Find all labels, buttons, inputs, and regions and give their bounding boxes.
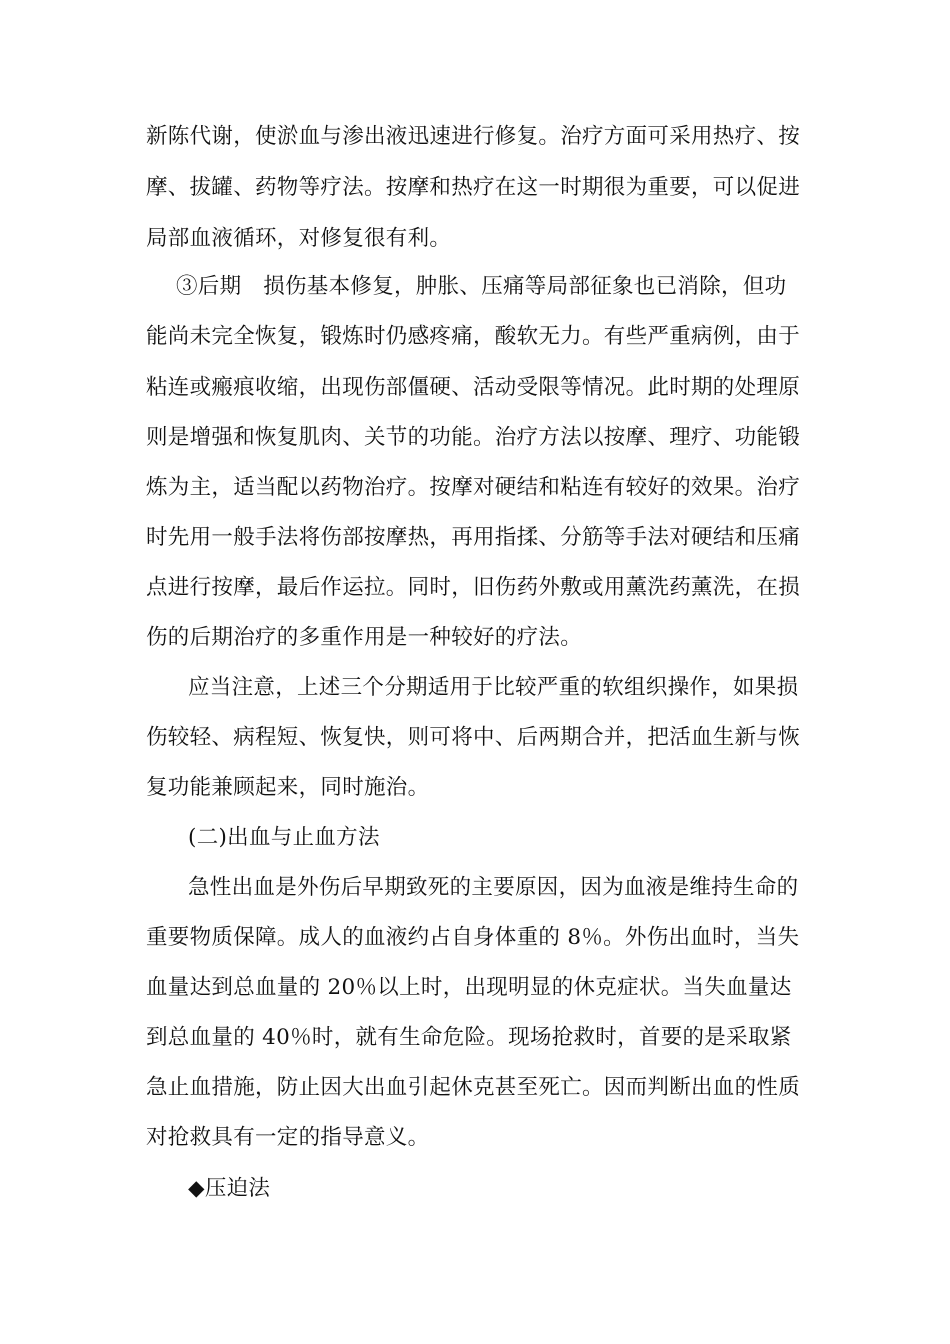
paragraph-line: 局部血液循环，对修复很有利。 (146, 226, 452, 251)
paragraph-line: 重要物质保障。成人的血液约占自身体重的 8％。外伤出血时，当失 (146, 925, 800, 950)
paragraph-line-stage-heading: ③后期 损伤基本修复，肿胀、压痛等局部征象也已消除，但功 (176, 274, 787, 299)
paragraph-line: 对抢救具有一定的指导意义。 (146, 1125, 430, 1150)
paragraph-line: 伤的后期治疗的多重作用是一种较好的疗法。 (146, 625, 583, 650)
section-heading: (二)出血与止血方法 (188, 825, 380, 850)
paragraph-line: 伤较轻、病程短、恢复快，则可将中、后两期合并，把活血生新与恢 (146, 725, 801, 750)
paragraph-line: 炼为主，适当配以药物治疗。按摩对硬结和粘连有较好的效果。治疗 (146, 475, 801, 500)
paragraph-line: 则是增强和恢复肌肉、关节的功能。治疗方法以按摩、理疗、功能锻 (146, 425, 801, 450)
paragraph-line: 摩、拔罐、药物等疗法。按摩和热疗在这一时期很为重要，可以促进 (146, 175, 801, 200)
paragraph-line: 时先用一般手法将伤部按摩热，再用指揉、分筋等手法对硬结和压痛 (146, 525, 801, 550)
paragraph-line: 急止血措施，防止因大出血引起休克甚至死亡。因而判断出血的性质 (146, 1075, 801, 1100)
paragraph-line: 点进行按摩，最后作运拉。同时，旧伤药外敷或用薰洗药薰洗，在损 (146, 575, 801, 600)
paragraph-line: 复功能兼顾起来，同时施治。 (146, 775, 430, 800)
paragraph-line: 粘连或瘢痕收缩，出现伤部僵硬、活动受限等情况。此时期的处理原 (146, 375, 801, 400)
paragraph-line: 能尚未完全恢复，锻炼时仍感疼痛，酸软无力。有些严重病例，由于 (146, 324, 801, 349)
paragraph-line: 新陈代谢，使淤血与渗出液迅速进行修复。治疗方面可采用热疗、按 (146, 124, 801, 149)
paragraph-line: 应当注意，上述三个分期适用于比较严重的软组织操作，如果损 (188, 675, 799, 700)
paragraph-line: 急性出血是外伤后早期致死的主要原因，因为血液是维持生命的 (188, 875, 799, 900)
subsection-heading: ◆压迫法 (188, 1176, 271, 1201)
paragraph-line: 到总血量的 40％时，就有生命危险。现场抢救时，首要的是采取紧 (146, 1025, 792, 1050)
paragraph-line: 血量达到总血量的 20％以上时，出现明显的休克症状。当失血量达 (146, 975, 792, 1000)
